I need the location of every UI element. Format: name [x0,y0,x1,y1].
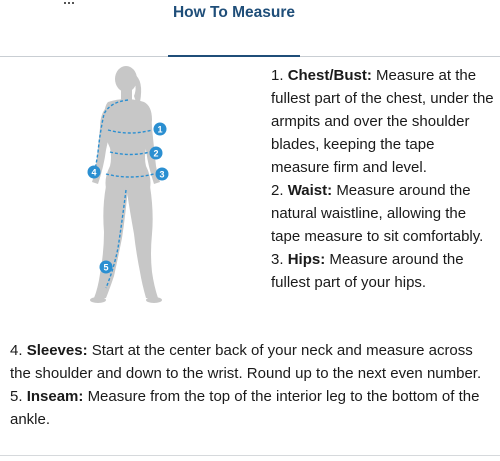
tab-indicator-left [64,2,74,6]
step-title: Inseam: [26,388,84,405]
marker-1 [154,123,167,136]
instructions-full-width [10,339,496,431]
step-number: 2. [271,182,284,199]
svg-text:5: 5 [103,262,109,273]
svg-text:1: 1 [157,124,163,135]
tab-bar [0,0,500,57]
step-text: Measure around the natural waistline, allowing the tape measure to sit comfortably. [271,182,484,245]
body-figure [70,62,260,337]
step-title: Sleeves: [26,342,88,359]
step-text: Measure around the fullest part of your hips. [271,251,464,291]
step-chest [271,64,495,179]
marker-3 [156,168,169,181]
tab-how-to-measure[interactable] [168,0,300,56]
step-hips [271,248,495,294]
body-silhouette [70,62,260,337]
tab-label: How To Measure [172,4,295,21]
step-text: Measure at the fullest part of the chest, under the armpits and over the shoulder blades, keeping the tape measure firm and level. [271,67,494,176]
step-title: Hips: [287,251,326,268]
step-number: 4. [10,342,23,359]
step-text: Measure from the top of the interior leg to the bottom of the ankle. [10,388,480,428]
tab-underline [168,55,300,57]
step-number: 1. [271,67,284,84]
step-sleeves [10,339,496,385]
step-inseam [10,385,496,431]
marker-4 [88,166,101,179]
marker-2 [150,147,163,160]
svg-text:4: 4 [91,167,97,178]
svg-text:2: 2 [153,148,159,159]
instructions-column [271,64,495,294]
step-text: Start at the center back of your neck and measure across the shoulder and down to the wrist. Round up to the next even number. [10,342,482,382]
step-title: Chest/Bust: [287,67,372,84]
bottom-divider [0,455,500,456]
marker-5 [100,261,113,274]
step-title: Waist: [287,182,333,199]
svg-text:3: 3 [159,169,165,180]
step-waist [271,179,495,248]
step-number: 3. [271,251,284,268]
step-number: 5. [10,388,23,405]
